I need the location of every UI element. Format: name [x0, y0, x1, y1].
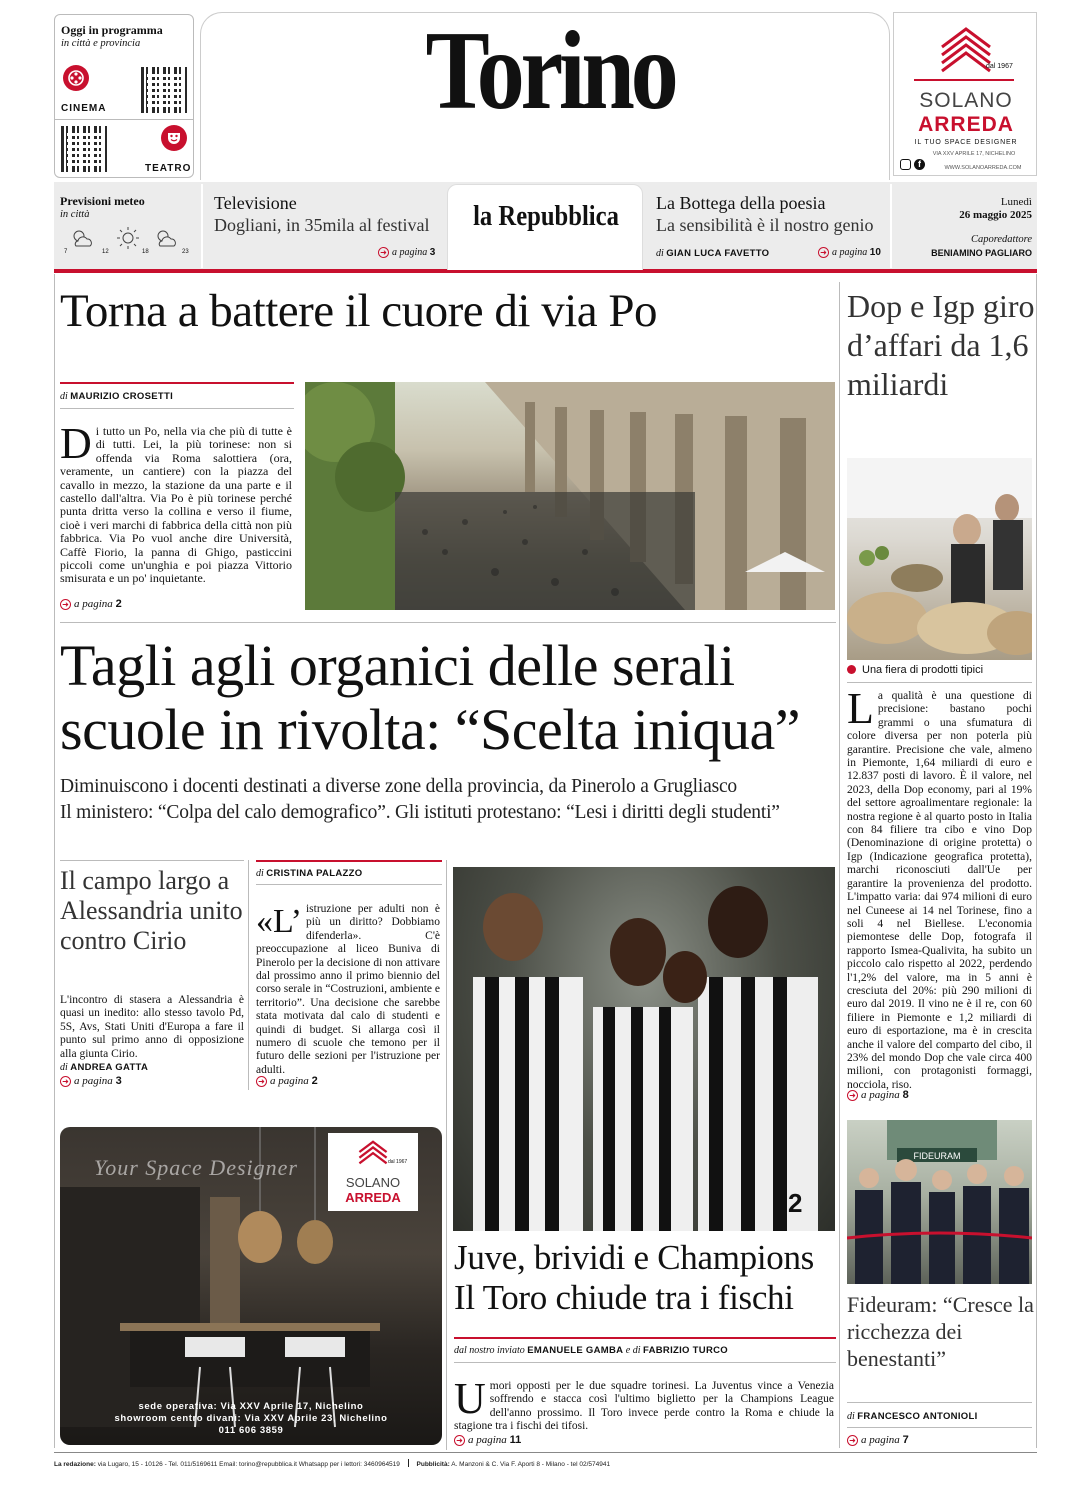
solano-top-web: WWW.SOLANOARREDA.COM [944, 165, 1022, 171]
solano-top-brand1: SOLANO [919, 89, 1013, 112]
solano-top-since: dal 1967 [986, 63, 1013, 70]
theater-mask-icon [161, 125, 187, 151]
main-subheadline [60, 774, 780, 826]
date-box [892, 182, 1032, 270]
programma-box [54, 14, 194, 178]
tv-headline: Dogliani, in 35mila al festival [214, 215, 430, 235]
tv-page-ref[interactable]: ➜ a pagina 3 [378, 247, 435, 258]
cinema-qr-code[interactable] [141, 67, 187, 113]
sport-byline: dal nostro inviato EMANUELE GAMBA e di FABRIZIO TURCO [454, 1345, 728, 1356]
meteo-hour: 12 [102, 249, 109, 255]
sport-body: Umori opposti per le due squadre torinesi. La Juventus vince a Venezia soffrendo e stacca così l'ultimo biglietto per la Champions League dell'anno prossimo. Il Toro invece perde contro la Roma e chiude la stagione tra i fischi dei tifosi. [454, 1374, 834, 1433]
solano-ad-top[interactable] [893, 12, 1037, 176]
fideuram-headline[interactable]: Fideuram: “Cresce la ricchezza dei benestanti” [847, 1292, 1034, 1371]
main-headline[interactable] [60, 634, 800, 762]
solano-top-tagline: IL TUO SPACE DESIGNER [914, 139, 1018, 146]
fideuram-sign: FIDEURAM [913, 1151, 961, 1161]
via-po-photo [305, 382, 835, 610]
main-headline-line2: scuole in rivolta: “Scelta iniqua” [60, 697, 800, 762]
instagram-icon[interactable] [900, 159, 911, 170]
sport-headline[interactable] [454, 1238, 814, 1318]
solano-top-brand2: ARREDA [918, 113, 1014, 136]
partly-cloudy-icon [68, 226, 96, 250]
caption-dot-icon [847, 665, 856, 674]
solano-ad-logo-box [328, 1133, 418, 1211]
solano-ad-contacts [60, 1401, 442, 1437]
repubblica-logo: la Repubblica [473, 201, 619, 232]
repubblica-logo-box [447, 184, 643, 270]
solano-ad-bottom[interactable] [60, 1127, 442, 1445]
sport-headline-line2: Il Toro chiude tra i fischi [454, 1278, 794, 1317]
serali-page-ref[interactable]: ➜ a pagina 2 [256, 1075, 318, 1087]
footer-redazione-label: La redazione: [54, 1461, 96, 1468]
meteo-subtitle: in città [60, 209, 90, 220]
lead-headline[interactable]: Torna a battere il cuore di via Po [60, 285, 658, 337]
editor-role: Caporedattore [970, 234, 1032, 245]
solano-top-address: VIA XXV APRILE 17, NICHELINO [932, 151, 1016, 157]
tv-section: Televisione [214, 193, 297, 213]
sun-icon [114, 226, 142, 250]
arrow-right-icon: ➜ [60, 599, 71, 610]
campo-page-ref[interactable]: ➜ a pagina 3 [60, 1075, 122, 1087]
dop-dropcap: L [847, 684, 874, 733]
lead-dropcap: D [60, 419, 92, 468]
solano-ad-line1: sede operativa: Via XXV Aprile 17, Nichelino [138, 1401, 364, 1412]
teatro-label: TEATRO [145, 163, 192, 174]
meteo-hour: 18 [142, 249, 149, 255]
fiera-caption: Una fiera di prodotti tipici [847, 664, 983, 676]
poesia-byline: di GIAN LUCA FAVETTO [656, 248, 770, 259]
main-sub-line2: Il ministero: “Colpa del calo demografico”. Gli istituti protestano: “Lesi i diritti degli studenti” [60, 802, 780, 823]
teatro-qr-code[interactable] [61, 126, 107, 172]
arrow-right-icon: ➜ [847, 1090, 858, 1101]
lead-byline: di MAURIZIO CROSETTI [60, 391, 174, 402]
poesia-teaser[interactable] [646, 182, 890, 270]
arrow-right-icon: ➜ [818, 247, 829, 258]
campo-headline[interactable]: Il campo largo a Alessandria unito contro Cirio [60, 866, 243, 955]
solano-ad-phone: 011 606 3859 [218, 1425, 284, 1436]
facebook-icon[interactable]: f [914, 159, 925, 170]
lead-page-ref[interactable]: ➜ a pagina 2 [60, 598, 122, 610]
meteo-hour: 23 [182, 249, 189, 255]
sport-page-ref[interactable]: ➜ a pagina 11 [454, 1434, 521, 1446]
campo-body: L'incontro di stasera a Alessandria è quasi un inedito: allo stesso tavolo Pd, 5S, Avs, Stati Uniti d'Europa a fare il punto sul primo anno di opposizione alla giunta Cirio. [60, 994, 244, 1060]
lead-body: Di tutto un Po, nella via che più di tutte è di tutti. Lei, la più torinese: non si offenda via Roma salottiera (ora, veramente, un cantiere) con la piazza del cavallo in mezzo, la stazione da una parte e il castello dall'altra. Via Po è più torinese perché punta dritta verso la collina e verso il fiume, cioè i veri marchi di fabbrica della città non più fabbrica. Via Po vuol anche dire Università, Caffè Fiorio, la panna di Ghigo, pasticcini piccoli come un'unghia e poi piazza Vittorio smisurata e un po' inquietante. [60, 419, 292, 586]
fideuram-byline: di FRANCESCO ANTONIOLI [847, 1411, 978, 1422]
solano-ad-brand2: ARREDA [345, 1190, 401, 1205]
solano-ad-since: dal 1967 [388, 1159, 408, 1165]
programma-title: Oggi in programma [61, 23, 163, 37]
film-reel-icon [63, 65, 89, 91]
fideuram-page-ref[interactable]: ➜ a pagina 7 [847, 1434, 909, 1446]
poesia-headline: La sensibilità è il nostro genio [656, 215, 874, 235]
arrow-right-icon: ➜ [847, 1435, 858, 1446]
meteo-title: Previsioni meteo [60, 194, 145, 208]
solano-ad-script: Your Space Designer [94, 1155, 298, 1180]
main-headline-line1: Tagli agli organici delle serali [60, 633, 735, 698]
solano-ad-brand1: SOLANO [345, 1175, 401, 1190]
main-sub-line1: Diminuiscono i docenti destinati a diverse zone della provincia, da Pinerolo a Grugliasco [60, 776, 737, 797]
arrow-right-icon: ➜ [454, 1435, 465, 1446]
footer-redazione: via Lugaro, 15 - 10126 - Tel. 011/5169611 Email: torino@repubblica.it Whatsapp per i lettori: 3460964519 [97, 1461, 400, 1468]
meteo-box [54, 182, 200, 270]
poesia-page-ref[interactable]: ➜ a pagina 10 [818, 247, 881, 258]
date-day: Lunedì [1000, 196, 1032, 208]
tv-teaser[interactable] [204, 182, 444, 270]
svg-text:2: 2 [788, 1188, 803, 1218]
date-full: 26 maggio 2025 [959, 209, 1032, 221]
dop-page-ref[interactable]: ➜ a pagina 8 [847, 1089, 909, 1101]
meteo-hour: 7 [64, 249, 68, 255]
programma-subtitle: in città e provincia [61, 38, 141, 49]
fiera-photo [847, 458, 1032, 660]
juventus-photo [453, 867, 835, 1231]
solano-logo-icon [356, 1135, 390, 1169]
fideuram-photo [847, 1120, 1032, 1284]
campo-byline: di ANDREA GATTA [60, 1062, 149, 1073]
arrow-right-icon: ➜ [256, 1076, 267, 1087]
serali-dropcap: «L’ [256, 903, 302, 940]
sport-dropcap: U [454, 1374, 486, 1423]
poesia-section: La Bottega della poesia [656, 193, 826, 213]
cinema-label: CINEMA [61, 103, 107, 114]
sport-headline-line1: Juve, brividi e Champions [454, 1238, 814, 1277]
masthead-title: Torino [425, 9, 675, 133]
footer-pubblicita-label: Pubblicità: [416, 1461, 450, 1468]
dop-body: La qualità è una questione di precisione: bastano pochi grammi o una sfumatura di colore diversa per non poterla più garantire. Precisione che vale, almeno in Piemonte, 1,64 miliardi di euro e 12.837 posti di lavoro. È il valore, nel 2023, della Dop economy, pari al 19% del settore agroalimentare regionale: la nostra regione è al quarto posto in Italia con 84 filiere tra cibo e vino Dop (Denominazione di origine protetta) o Igp (Indicazione geografica protetta), marchi riconosciuti dall'Ue per garantire la provenienza del prodotto. L'impatto varia: dai 974 milioni di euro nel Cuneese ai 14 nel Torinese, fino a soli 4 nel Biellese. L'economia piemontese delle Dop, fotografa il rapporto Ismea-Qualivita, ha subito un piccolo calo rispetto al 2022, perdendo l'1,2% del valore, ma in 5 anni è cresciuta del 20%: più 290 milioni di euro dal 2019. Il vino ne è il re, con 60 filiere in Piemonte e 1,2 miliardi di euro di esportazione, ma è in crescita anche il valore del comparto del cibo, il 23% del mondo Dop che vale circa 400 milioni, con protagonisti formaggi, nocciola, riso. [847, 684, 1032, 1091]
arrow-right-icon: ➜ [60, 1076, 71, 1087]
partly-cloudy-icon [152, 226, 180, 250]
serali-body: «L’ istruzione per adulti non è più un diritto? Dobbiamo difenderla». C'è preoccupazione al liceo Buniva di Pinerolo per la decisione di non attivare dal prossimo anno il primo biennio del corso serale in “Costruzioni, ambiente e territorio”. Una decisione che sarebbe stata motivata dal calo di studenti e quindi di budget. Si allarga così il numero di scuole che temono per il futuro delle sezioni per l'istruzione per adulti. [256, 903, 440, 1076]
dop-headline[interactable]: Dop e Igp giro d’affari da 1,6 miliardi [847, 288, 1035, 402]
solano-ad-line2: showroom centro divani: Via XXV Aprile 23, Nichelino [114, 1413, 388, 1424]
arrow-right-icon: ➜ [378, 247, 389, 258]
footer-pubblicita: A. Manzoni & C. Via F. Aporti 8 - Milano - tel 02/574941 [451, 1461, 611, 1468]
editor-name: BENIAMINO PAGLIARO [931, 248, 1032, 258]
footer [54, 1459, 610, 1468]
serali-byline: di CRISTINA PALAZZO [256, 868, 363, 879]
